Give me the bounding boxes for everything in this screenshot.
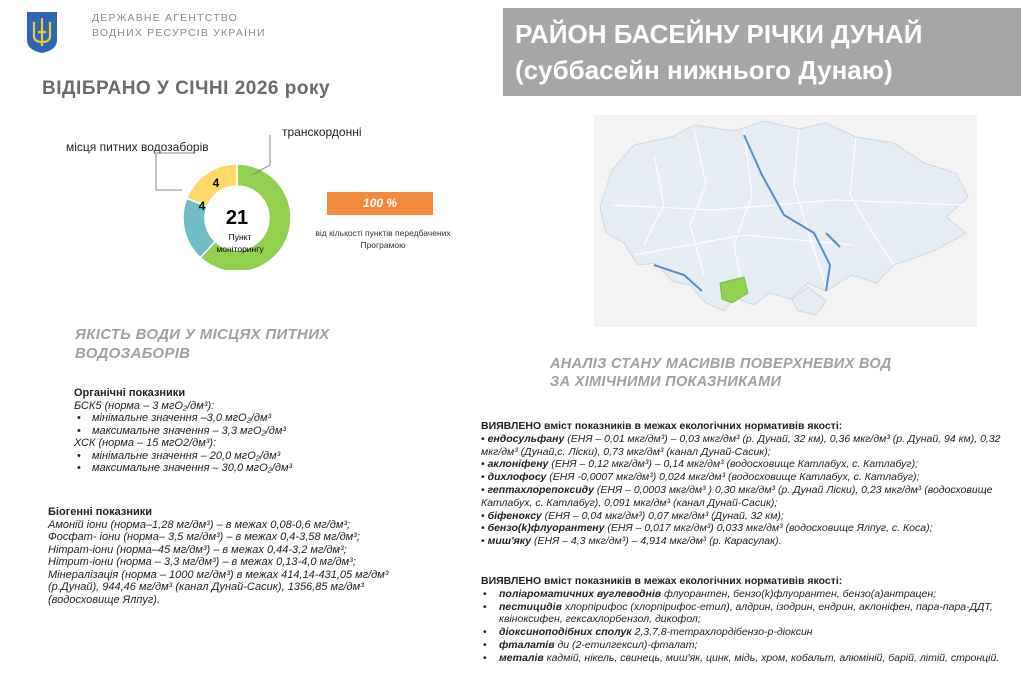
found-item-text: (ЕНЯ – 0,0003 мкг/дм³ ) 0,30 мкг/дм³ (р. Дунай Ліски), 0,23 мкг/дм³ (водосховище Катлабух, с. Катлабуг), 0,091 мкг/дм³ (канал Дунай-Сасик); xyxy=(481,483,993,509)
found-item: • гептахлорепоксиду (ЕНЯ – 0,0003 мкг/дм³ ) 0,30 мкг/дм³ (р. Дунай Ліски), 0,23 мкг/дм³ (водосховище Катлабух, с. Катлабуг), 0,091 мкг/дм³ (канал Дунай-Сасик); xyxy=(481,483,993,509)
biogenic-line: Нітрат-іони (норма–45 мг/дм³) – в межах 0,44-3,2 мг/дм³; xyxy=(48,543,347,556)
ukraine-map xyxy=(594,115,977,327)
found-item: • миш'яку (ЕНЯ – 4,3 мкг/дм³) – 4,914 мкг/дм³ (р. Карасулак). xyxy=(481,535,782,548)
donut-value-transboundary: 4 xyxy=(212,176,220,190)
analysis-heading-line2: ЗА ХІМІЧНИМИ ПОКАЗНИКАМИ xyxy=(550,374,782,390)
xsk-max: • максимальне значення – 30,0 мгО₂/дм³ xyxy=(74,462,292,475)
quality-heading-line2: ВОДОЗАБОРІВ xyxy=(75,345,191,362)
found-title-1: ВИЯВЛЕНО вміст показників в межах екологічних нормативів якості: xyxy=(481,420,843,432)
label-transboundary: транскордонні xyxy=(282,125,362,139)
biogenic-line: (водосховище Ялпуг). xyxy=(48,593,161,606)
page-title xyxy=(503,8,1021,96)
found-item-text: (ЕНЯ – 4,3 мкг/дм³) – 4,914 мкг/дм³ (р. Карасулак). xyxy=(531,535,782,548)
found-item-name: миш'яку xyxy=(487,535,532,548)
found-item-name: поліароматичних вуглеводнів xyxy=(499,587,662,600)
organic-indicators xyxy=(74,387,292,475)
found-item-name: аклоніфену xyxy=(487,458,549,471)
trident-emblem-icon xyxy=(25,10,59,54)
found-item: • бензо(k)флуорантену (ЕНЯ – 0,017 мкг/дм³) 0,033 мкг/дм³ (водосховище Ялпуг, с. Коса); xyxy=(481,522,933,535)
percent-note: від кількості пунктів передбачених Програмою xyxy=(315,228,451,250)
found-item-text: флуорантен, бензо(k)флуорантен, бензо(а)антрацен; xyxy=(661,587,937,600)
sampling-subtitle: ВІДІБРАНО У СІЧНІ 2026 року xyxy=(42,78,331,99)
found-item: • пестицидів хлорпірифос (хлорпірифос-етил), алдрин, ізодрин, ендрин, аклоніфен, пара-пара-ДДТ, квіноксифен, гексахлорбензол, дикофол; xyxy=(483,600,993,626)
found-item: • аклоніфену (ЕНЯ – 0,12 мкг/дм³) – 0,14 мкг/дм³ (водосховище Катлабух, с. Катлабуг); xyxy=(481,458,918,471)
found-item-name: пестицидів xyxy=(499,600,562,613)
biogenic-title: Біогенні показники xyxy=(48,506,153,518)
found-item-text: кадмій, нікель, свинець, миш'як, цинк, мідь, хром, кобальт, алюміній, барій, літій, стронцій. xyxy=(543,651,1000,664)
biogenic-line: Мінералізація (норма – 1000 мг/дм³) в межах 414,14-431,05 мг/дм³ xyxy=(48,568,389,581)
found-item: • поліароматичних вуглеводнів флуорантен, бензо(k)флуорантен, бензо(а)антрацен; xyxy=(483,587,937,600)
found-item-text: (ЕНЯ – 0,017 мкг/дм³) 0,033 мкг/дм³ (водосховище Ялпуг, с. Коса); xyxy=(604,522,933,535)
agency-line1: ДЕРЖАВНЕ АГЕНТСТВО xyxy=(92,12,238,24)
found-item: • діоксиноподібних сполук 2,3,7,8-тетрахлордібензо-р-діоксин xyxy=(483,626,813,639)
found-item-name: діоксиноподібних сполук xyxy=(499,626,632,639)
found-item-name: біфеноксу xyxy=(487,509,542,522)
analysis-heading-line1: АНАЛІЗ СТАНУ МАСИВІВ ПОВЕРХНЕВИХ ВОД xyxy=(550,356,892,372)
analysis-found-list-1 xyxy=(481,420,1001,548)
found-item: • ендосульфану (ЕНЯ – 0,01 мкг/дм³) – 0,03 мкг/дм³ (р. Дунай, 32 км), 0,36 мкг/дм³ (р. Дунай, 94 км), 0,32 мкг/дм³ (Дунай,с. Ліски), 0,73 мкг/дм³ (канал Дунай-Сасик); xyxy=(481,432,1001,458)
quality-heading-line1: ЯКІСТЬ ВОДИ У МІСЦЯХ ПИТНИХ xyxy=(75,326,330,343)
biogenic-line: Амоній іони (норма–1,28 мг/дм³) – в межах 0,08-0,6 мг/дм³; xyxy=(48,518,351,531)
analysis-heading xyxy=(550,355,892,391)
found-item-name: бензо(k)флуорантену xyxy=(487,522,605,535)
found-item-name: дихлофосу xyxy=(487,471,547,484)
found-item: • металів кадмій, нікель, свинець, миш'як, цинк, мідь, хром, кобальт, алюміній, барій, літій, стронцій. xyxy=(483,651,1000,664)
donut-value-drinking: 4 xyxy=(198,199,206,213)
found-item-text: (ЕНЯ – 0,04 мкг/дм³) 0,07 мкг/дм³ (Дунай, 32 км); xyxy=(541,509,784,522)
agency-name xyxy=(92,11,266,41)
percent-badge: 100 % xyxy=(327,192,433,215)
found-item: • біфеноксу (ЕНЯ – 0,04 мкг/дм³) 0,07 мкг/дм³ (Дунай, 32 км); xyxy=(481,509,784,522)
found-item-name: ендосульфану xyxy=(487,432,565,445)
found-item-name: фталатів xyxy=(499,638,555,651)
biogenic-lines xyxy=(48,519,388,607)
biogenic-line: (р.Дунай), 944,46 мг/дм³ (канал Дунай-Сасик), 1356,85 мг/дм³ xyxy=(48,581,364,593)
organic-title: Органічні показники xyxy=(74,387,186,399)
bsk-min: • мінімальне значення –3,0 мгО₂/дм³ xyxy=(74,412,292,425)
xsk-min: • мінімальне значення – 20,0 мгО₂/дм³ xyxy=(74,450,292,463)
biogenic-line: Нітрит-іони (норма – 3,3 мг/дм³) – в межах 0,13-4,0 мг/дм³; xyxy=(48,556,356,568)
title-line1: РАЙОН БАСЕЙНУ РІЧКИ ДУНАЙ xyxy=(515,19,923,49)
found-item: • фталатів ди (2-етилгексил)-фталат; xyxy=(483,638,698,651)
analysis-found-list-2 xyxy=(481,575,1001,665)
donut-center-label1: Пункт xyxy=(228,232,252,242)
found-item-text: (ЕНЯ – 0,12 мкг/дм³) – 0,14 мкг/дм³ (водосховище Катлабух, с. Катлабуг); xyxy=(548,458,918,471)
found-item-name: гептахлорепоксиду xyxy=(487,483,594,496)
label-drinking-intakes: місця питних водозаборів xyxy=(66,140,209,154)
donut-total: 21 xyxy=(225,207,249,229)
found-items-2 xyxy=(481,588,1001,665)
found-item-name: металів xyxy=(499,651,544,664)
found-item-text: ди (2-етилгексил)-фталат; xyxy=(554,638,698,651)
donut-center-label2: моніторингу xyxy=(216,244,264,254)
bsk-line: БСК5 (норма – 3 мгО₂/дм³): xyxy=(74,399,215,412)
quality-heading xyxy=(75,325,330,363)
bsk-max: • максимальне значення – 3,3 мгО₂/дм³ xyxy=(74,425,292,438)
found-item-text: 2,3,7,8-тетрахлордібензо-р-діоксин xyxy=(631,626,813,639)
found-item: • дихлофосу (ЕНЯ -0,0007 мкг/дм³) 0,024 мкг/дм³ (водосховище Катлабух, с. Катлабуг); xyxy=(481,471,920,484)
biogenic-line: Фосфат- іони (норма– 3,5 мг/дм³) – в межах 0,4-3,58 мг/дм³; xyxy=(48,531,360,543)
found-item-text: (ЕНЯ -0,0007 мкг/дм³) 0,024 мкг/дм³ (водосховище Катлабух, с. Катлабуг); xyxy=(546,471,920,484)
xsk-line: ХСК (норма – 15 мгО2/дм³): xyxy=(74,437,217,449)
found-title-2: ВИЯВЛЕНО вміст показників в межах екологічних нормативів якості: xyxy=(481,575,843,587)
found-item-text: хлорпірифос (хлорпірифос-етил), алдрин, ізодрин, ендрин, аклоніфен, пара-пара-ДДТ, квіноксифен, гексахлорбензол, дикофол; xyxy=(499,600,993,626)
biogenic-indicators xyxy=(48,506,388,606)
agency-line2: ВОДНИХ РЕСУРСІВ УКРАЇНИ xyxy=(92,27,266,39)
title-line2: (суббасейн нижнього Дунаю) xyxy=(515,55,893,85)
found-item-text: (ЕНЯ – 0,01 мкг/дм³) – 0,03 мкг/дм³ (р. Дунай, 32 км), 0,36 мкг/дм³ (р. Дунай, 94 км), 0,32 мкг/дм³ (Дунай,с. Ліски), 0,73 мкг/дм³ (канал Дунай-Сасик); xyxy=(481,432,1001,458)
found-items-1 xyxy=(481,433,1001,548)
